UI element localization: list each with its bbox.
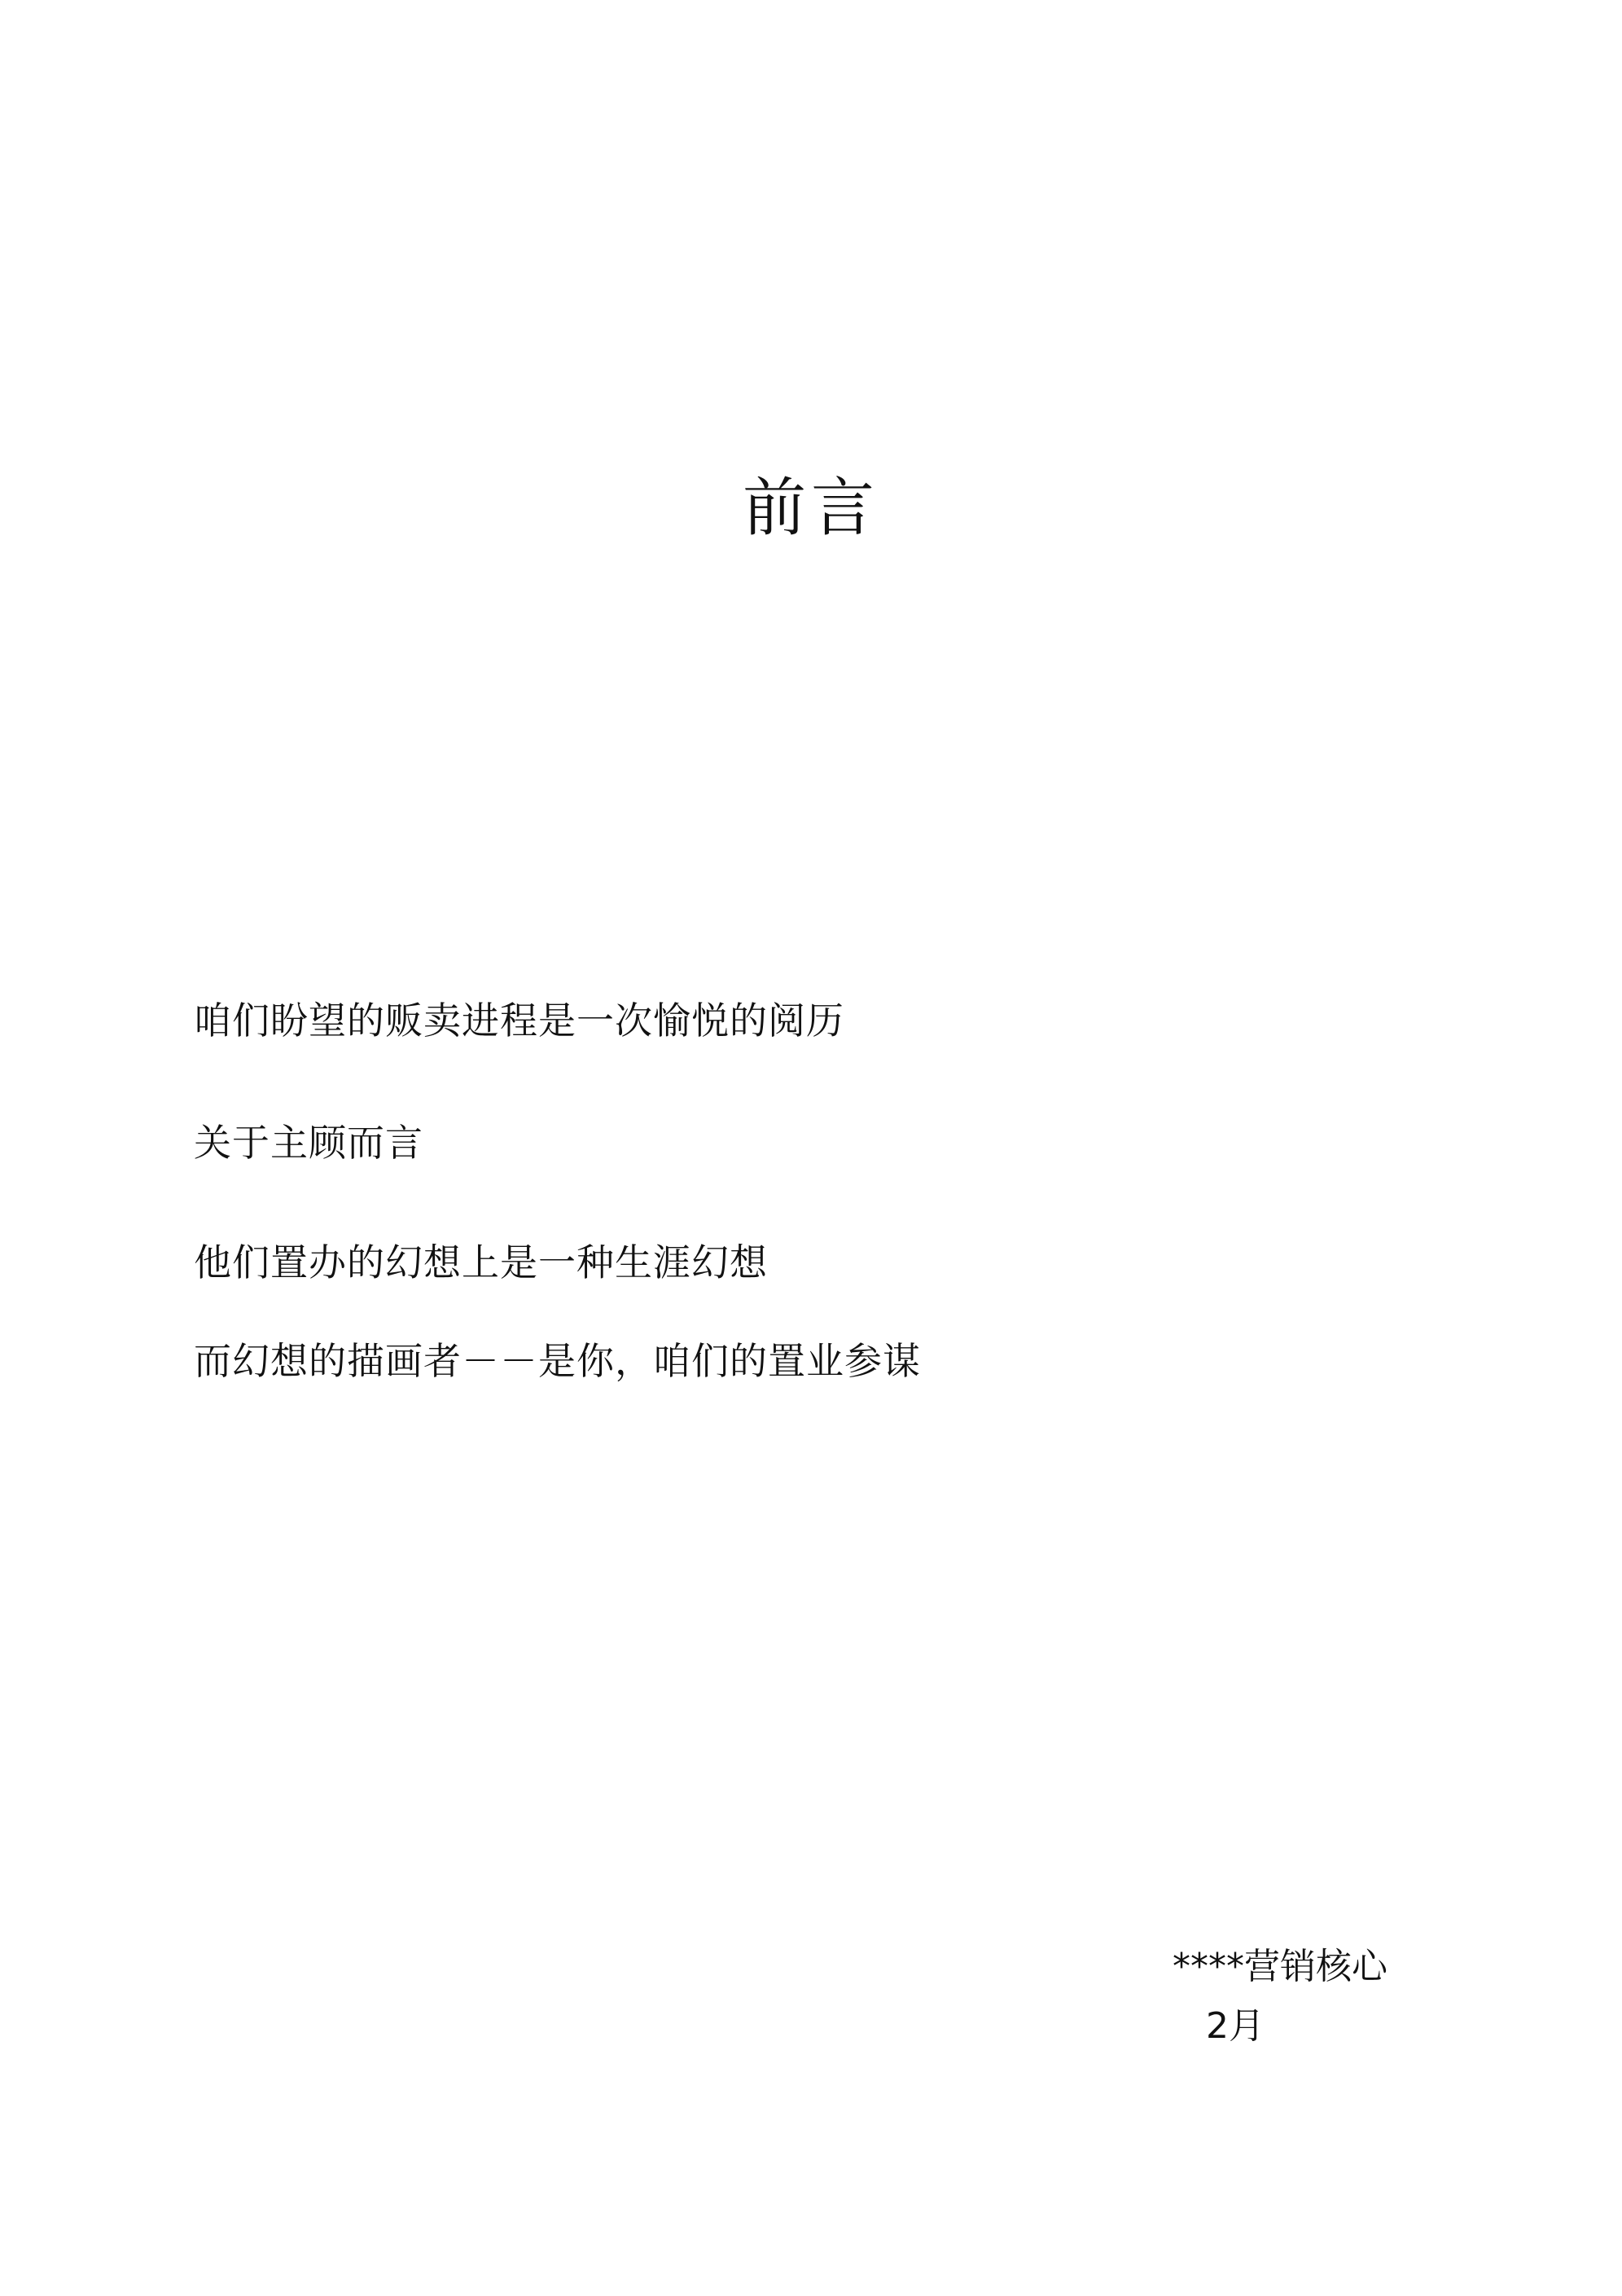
paragraph-line-3: 他们置办的幻想上是一种生涯幻想: [194, 1240, 768, 1284]
page-title: 前言: [742, 472, 879, 545]
paragraph-line-1: 咱们盼望的贩卖进程是一次愉悦的阅历: [194, 999, 844, 1043]
paragraph-line-4: 而幻想的描画者－－是你，咱们的置业参谋: [194, 1339, 921, 1383]
signature: ****营销核心: [1173, 1946, 1387, 1987]
date: 2月: [1206, 2005, 1265, 2047]
paragraph-line-2: 关于主顾而言: [194, 1121, 423, 1165]
